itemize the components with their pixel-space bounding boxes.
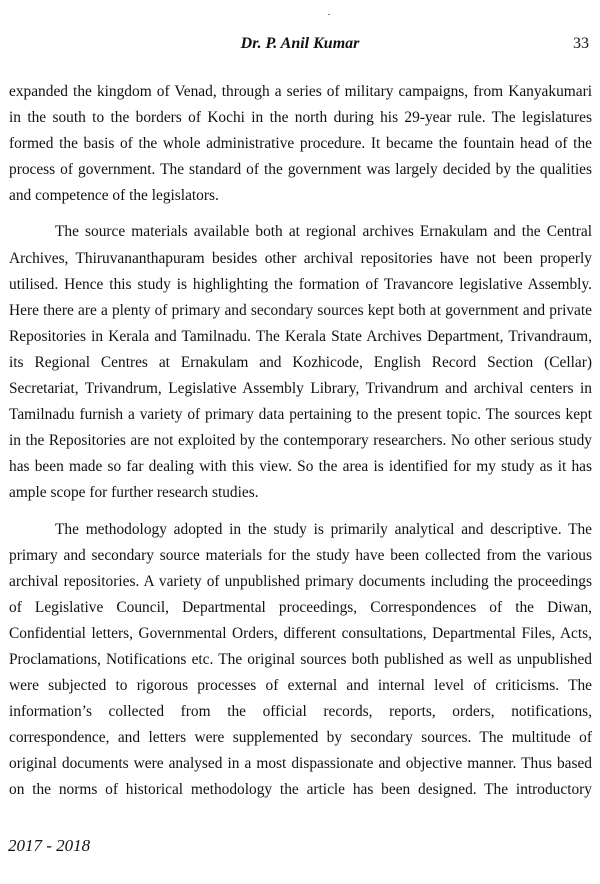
paragraph-sources: The source materials available both at regional archives Ernakulam and the Central Archives, Thiruvananthapuram besides other archival repositories have not been properly utilised. Hence this study is highlighting the formation of Travancore legislative Assembly. Here there are a plenty of primary and secondary sources kept both at government and private Repositories in Kerala and Tamilnadu. The Kerala State Archives Department, Trivandraum, its Regional Centres at Ernakulam and Kozhicode, English Record Section (Cellar) Secretariat, Trivandrum, Legislative Assembly Library, Trivandrum and archival centers in Tamilnadu furnish a variety of primary data pertaining to the present topic. The sources kept in the Repositories are not exploited by the contemporary researchers. No other serious study has been made so far dealing with this view. So the area is identified for my study as it has ample scope for further research studies.: [9, 223, 592, 502]
page-header: [0, 33, 600, 57]
running-head-author: Dr. P. Anil Kumar: [240, 35, 360, 52]
page-number: 33: [573, 35, 589, 52]
paragraph-continuation: expanded the kingdom of Venad, through a series of military campaigns, from Kanyakumari in the south to the borders of Kochi in the north during his 29-year rule. The legislatures formed the basis of the whole administrative procedure. It became the fountain head of the process of government. The standard of the government was largely decided by the qualities and competence of the legislators.: [9, 83, 592, 205]
scan-speck: [328, 14, 330, 15]
body-text: [9, 79, 592, 804]
footer-year-range: 2017 - 2018: [8, 836, 91, 855]
paragraph-methodology: The methodology adopted in the study is primarily analytical and descriptive. The primary and secondary source materials for the study have been collected from the various archival repositories. A variety of unpublished primary documents including the proceedings of Legislative Council, Departmental proceedings, Correspondences of the Diwan, Confidential letters, Governmental Orders, different consultations, Departmental Files, Acts, Proclamations, Notifications etc. The original sources both published as well as unpublished were subjected to rigorous processes of external and internal level of criticisms. The information’s collected from the official records, reports, orders, notifications, correspondence, and letters were supplemented by secondary sources. The multitude of original documents were analysed in a most dispassionate and objective manner. Thus based on the norms of historical methodology the article has been designed. The introductory: [9, 520, 592, 799]
